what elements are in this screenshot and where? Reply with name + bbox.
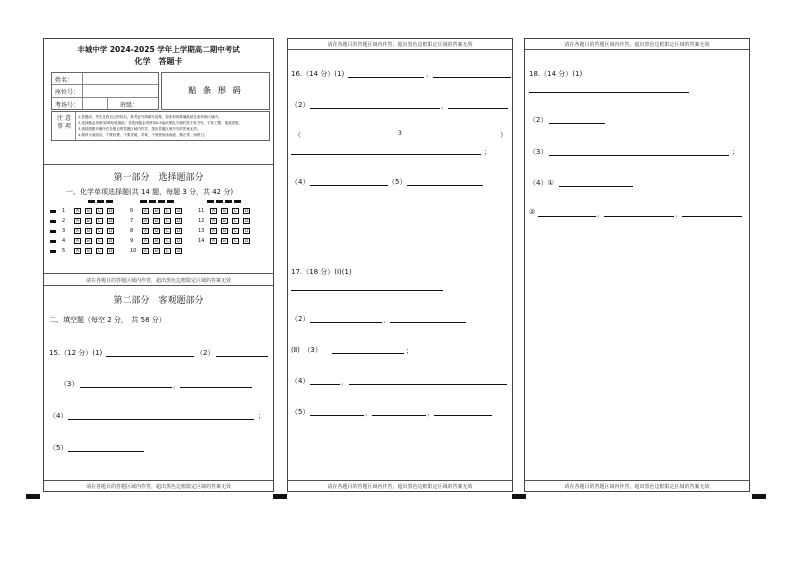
student-info-box xyxy=(51,72,159,110)
q17-5a-answer[interactable] xyxy=(310,415,364,416)
q18-3-label: （3） xyxy=(529,148,548,156)
alignment-mark xyxy=(26,494,40,499)
comma: ， xyxy=(441,102,448,110)
choice-bubble-a[interactable]: A xyxy=(74,238,81,244)
choice-bubble-c[interactable]: C xyxy=(96,248,103,254)
question-number: 12 xyxy=(198,218,205,224)
q16-5-answer[interactable] xyxy=(407,185,483,186)
choice-bubble-a[interactable]: A xyxy=(142,208,149,214)
q16-2-label: （2） xyxy=(291,101,310,109)
q16-4-label: （4） xyxy=(291,178,310,186)
choice-bubble-c[interactable]: C xyxy=(96,218,103,224)
comma: ， xyxy=(365,409,372,417)
question-number: 5 xyxy=(62,248,66,254)
choice-bubble-a[interactable]: A xyxy=(74,248,81,254)
semicolon: ； xyxy=(484,148,491,156)
choice-bubble-c[interactable]: C xyxy=(164,228,171,234)
note-line: 3.请按照题号顺序在各题目的答题区域内作答，超出答题区域书写的答案无效； xyxy=(78,127,201,131)
question-number: 4 xyxy=(62,238,66,244)
choice-bubble-c[interactable]: C xyxy=(232,208,239,214)
class-label: 班级： xyxy=(120,102,139,109)
q16-2b-answer[interactable] xyxy=(448,108,508,109)
comma: ， xyxy=(597,210,604,218)
question-number: 11 xyxy=(198,208,205,214)
choice-bubble-a[interactable]: A xyxy=(74,228,81,234)
comma: ， xyxy=(427,409,434,417)
choice-question-row xyxy=(62,248,128,256)
boundary-notice: 请在各题目的答题区域内作答，超出黑色边框限定区域的答案无效 xyxy=(85,484,231,490)
choice-question-row xyxy=(198,208,264,216)
choice-bubble-b[interactable]: B xyxy=(85,238,92,244)
part1-title: 第一部分 选择题部分 xyxy=(113,173,204,183)
q18-4-2-label: ② xyxy=(529,208,536,216)
q15-1-answer[interactable] xyxy=(106,356,194,357)
q16-paren-close: ） xyxy=(500,131,507,139)
q17-1-answer[interactable] xyxy=(291,290,443,291)
barcode-label: 贴 条 形 码 xyxy=(188,86,243,95)
choice-bubble-b[interactable]: B xyxy=(85,228,92,234)
q16-1a-answer[interactable] xyxy=(348,77,424,78)
choice-bubble-b[interactable]: B xyxy=(153,208,160,214)
choice-bubble-d[interactable]: D xyxy=(176,248,181,253)
choice-bubble-b[interactable]: B xyxy=(221,238,228,244)
comma: ， xyxy=(173,381,180,389)
q18-4c-answer[interactable] xyxy=(604,216,674,217)
q18-2-label: （2） xyxy=(529,116,548,124)
comma: ， xyxy=(675,210,682,218)
answer-column-3 xyxy=(524,38,750,492)
exam-no-field[interactable] xyxy=(82,98,106,109)
q15-4-label: （4） xyxy=(49,412,68,420)
note-line: 2.选择题必须使用2B铅笔填涂；非选择题必须使用0.5毫米黑色字迹的签字笔书写，字体工整、笔迹清楚。 xyxy=(78,121,243,125)
choice-bubble-d[interactable]: D xyxy=(244,238,249,243)
choice-bubble-d[interactable]: D xyxy=(108,228,113,233)
notes-label: 注 意 事 项 xyxy=(57,115,71,130)
q17-5b-answer[interactable] xyxy=(372,415,426,416)
q18-4a-answer[interactable] xyxy=(559,186,633,187)
choice-bubble-c[interactable]: C xyxy=(96,238,103,244)
q16-1b-answer[interactable] xyxy=(433,77,511,78)
choice-question-row xyxy=(62,218,128,226)
seat-field[interactable] xyxy=(82,85,158,97)
choice-question-row xyxy=(130,228,196,236)
note-line: 1.答题前，考生先将自己的姓名、准考证号码填写清楚，将条形码准确粘贴在条形码区域内。 xyxy=(78,115,222,119)
choice-bubble-c[interactable]: C xyxy=(232,238,239,244)
choice-bubble-d[interactable]: D xyxy=(176,218,181,223)
choice-bubble-b[interactable]: B xyxy=(221,228,228,234)
alignment-mark xyxy=(512,494,526,499)
q15-5-answer[interactable] xyxy=(68,451,144,452)
question-number: 13 xyxy=(198,228,205,234)
name-label: 姓名： xyxy=(55,77,74,84)
choice-bubble-d[interactable]: D xyxy=(244,228,249,233)
alignment-mark xyxy=(273,494,287,499)
q17-3-answer[interactable] xyxy=(332,353,404,354)
question-number: 9 xyxy=(130,238,134,244)
choice-bubble-c[interactable]: C xyxy=(96,228,103,234)
choice-bubble-b[interactable]: B xyxy=(153,218,160,224)
semicolon: ； xyxy=(258,412,265,420)
q15-3-label: （3） xyxy=(60,380,79,388)
choice-bubble-b[interactable]: B xyxy=(153,248,160,254)
part2-section: 二、填空题（每空 2 分， 共 58 分） xyxy=(49,316,166,324)
choice-question-row xyxy=(62,228,128,236)
q15-3b-answer[interactable] xyxy=(180,387,252,388)
question-number: 3 xyxy=(62,228,66,234)
alignment-mark xyxy=(752,494,766,499)
boundary-notice: 请在各题目的答题区域内作答，超出黑色边框限定区域的答案无效 xyxy=(564,484,710,490)
q18-head: 18.（14 分）(1) xyxy=(529,70,583,78)
question-number: 7 xyxy=(130,218,134,224)
q15-4-answer[interactable] xyxy=(68,419,254,420)
choice-bubble-b[interactable]: B xyxy=(221,208,228,214)
q17-head: 17.（18 分）(Ⅰ)(1) xyxy=(291,268,352,276)
comma: ， xyxy=(341,378,348,386)
choice-bubble-d[interactable]: D xyxy=(108,238,113,243)
note-line: 4.保持卡面清洁，不要折叠、不要弄破、弄皱，不准使用涂改液、修正带、刮纸刀。 xyxy=(78,133,208,137)
q17-4-label: （4） xyxy=(291,377,310,385)
choice-question-row xyxy=(130,248,196,256)
choice-question-row xyxy=(130,218,196,226)
notes-box xyxy=(51,111,270,141)
q17-2b-answer[interactable] xyxy=(390,322,466,323)
name-field[interactable] xyxy=(82,73,158,84)
q16-5-label: （5） xyxy=(388,178,407,186)
q15-5-label: （5） xyxy=(49,444,68,452)
choice-bubble-a[interactable]: A xyxy=(142,228,149,234)
timing-marks-b xyxy=(140,200,180,204)
choice-question-row xyxy=(130,208,196,216)
question-number: 6 xyxy=(130,208,134,214)
q18-2-answer[interactable] xyxy=(549,123,605,124)
semicolon: ； xyxy=(406,347,413,355)
notes-list xyxy=(78,114,242,138)
q18-3-answer[interactable] xyxy=(549,155,729,156)
q16-3-answer[interactable] xyxy=(291,154,481,155)
q17-4b-answer[interactable] xyxy=(349,384,507,385)
choice-question-row xyxy=(198,238,264,246)
choice-bubble-c[interactable]: C xyxy=(164,208,171,214)
choice-bubble-d[interactable]: D xyxy=(108,218,113,223)
question-number: 10 xyxy=(130,248,137,254)
choice-bubble-b[interactable]: B xyxy=(85,208,92,214)
choice-bubble-d[interactable]: D xyxy=(176,208,181,213)
choice-bubble-a[interactable]: A xyxy=(74,208,81,214)
choice-bubble-c[interactable]: C xyxy=(96,208,103,214)
choice-bubble-a[interactable]: A xyxy=(210,208,217,214)
barcode-area xyxy=(161,72,270,110)
choice-bubble-d[interactable]: D xyxy=(176,238,181,243)
choice-bubble-d[interactable]: D xyxy=(108,208,113,213)
boundary-notice: 请在各题目的答题区域内作答，超出黑色边框限定区域的答案无效 xyxy=(327,42,473,48)
part2-title: 第二部分 客观题部分 xyxy=(113,296,204,306)
choice-bubble-a[interactable]: A xyxy=(142,238,149,244)
timing-marks-c xyxy=(207,200,247,204)
q15-2-label: （2） xyxy=(196,349,215,357)
timing-marks-a xyxy=(88,200,116,204)
q17-4a-answer[interactable] xyxy=(310,384,340,385)
q18-4-label: （4）① xyxy=(529,179,554,187)
q17-5-label: （5） xyxy=(291,408,310,416)
choice-bubble-a[interactable]: A xyxy=(142,248,149,254)
choice-bubble-a[interactable]: A xyxy=(210,238,217,244)
choice-bubble-a[interactable]: A xyxy=(142,218,149,224)
choice-bubble-c[interactable]: C xyxy=(164,248,171,254)
exam-subtitle: 化学 答题卡 xyxy=(134,57,183,66)
q16-4-answer[interactable] xyxy=(310,185,388,186)
choice-bubble-d[interactable]: D xyxy=(244,218,249,223)
q16-paren-open: （ xyxy=(294,131,301,139)
choice-bubble-a[interactable]: A xyxy=(210,218,217,224)
choice-bubble-a[interactable]: A xyxy=(74,218,81,224)
q15-3a-answer[interactable] xyxy=(80,387,172,388)
q16-head: 16.（14 分）(1) xyxy=(291,70,345,78)
choice-question-row xyxy=(130,238,196,246)
seat-label: 座位号： xyxy=(55,89,80,96)
q17-partII-label: (Ⅱ) （3） xyxy=(291,346,322,354)
q18-1-answer[interactable] xyxy=(529,92,689,93)
comma: ， xyxy=(426,70,433,78)
boundary-notice: 请在各题目的答题区域内作答，超出黑色边框限定区域的答案无效 xyxy=(85,278,231,284)
choice-bubble-d[interactable]: D xyxy=(108,248,113,253)
boundary-notice: 请在各题目的答题区域内作答，超出黑色边框限定区域的答案无效 xyxy=(327,484,473,490)
q17-2a-answer[interactable] xyxy=(310,322,382,323)
question-number: 2 xyxy=(62,218,66,224)
choice-bubble-c[interactable]: C xyxy=(232,218,239,224)
choice-bubble-b[interactable]: B xyxy=(153,228,160,234)
q17-2-label: （2） xyxy=(291,315,310,323)
question-number: 1 xyxy=(62,208,66,214)
exam-no-label: 考场号： xyxy=(55,102,80,109)
choice-question-row xyxy=(62,208,128,216)
choice-question-row xyxy=(198,218,264,226)
q15-head: 15.（12 分）(1) xyxy=(49,349,103,357)
choice-question-row xyxy=(62,238,128,246)
choice-question-row xyxy=(198,228,264,236)
choice-bubble-a[interactable]: A xyxy=(210,228,217,234)
choice-bubble-d[interactable]: D xyxy=(244,208,249,213)
question-number: 14 xyxy=(198,238,205,244)
choice-bubble-c[interactable]: C xyxy=(232,228,239,234)
part1-section: 一、化学单项选择题(共 14 题，每题 3 分，共 42 分) xyxy=(66,188,234,196)
answer-column-1 xyxy=(43,38,274,492)
choice-bubble-d[interactable]: D xyxy=(176,228,181,233)
comma: ， xyxy=(383,316,390,324)
q15-2-answer[interactable] xyxy=(216,356,268,357)
choice-bubble-c[interactable]: C xyxy=(164,218,171,224)
q16-paren-num: 3 xyxy=(398,130,402,137)
exam-title: 丰城中学 2024-2025 学年上学期高二期中考试 xyxy=(77,45,240,54)
choice-bubble-b[interactable]: B xyxy=(153,238,160,244)
q18-4d-answer[interactable] xyxy=(682,216,742,217)
semicolon: ； xyxy=(732,148,739,156)
choice-bubble-c[interactable]: C xyxy=(164,238,171,244)
q18-4b-answer[interactable] xyxy=(538,216,596,217)
boundary-notice: 请在各题目的答题区域内作答，超出黑色边框限定区域的答案无效 xyxy=(564,42,710,48)
answer-column-2 xyxy=(287,38,513,492)
choice-bubble-b[interactable]: B xyxy=(221,218,228,224)
question-number: 8 xyxy=(130,228,134,234)
choice-bubble-b[interactable]: B xyxy=(85,248,92,254)
q17-5c-answer[interactable] xyxy=(434,415,492,416)
choice-bubble-b[interactable]: B xyxy=(85,218,92,224)
q16-2a-answer[interactable] xyxy=(310,108,440,109)
